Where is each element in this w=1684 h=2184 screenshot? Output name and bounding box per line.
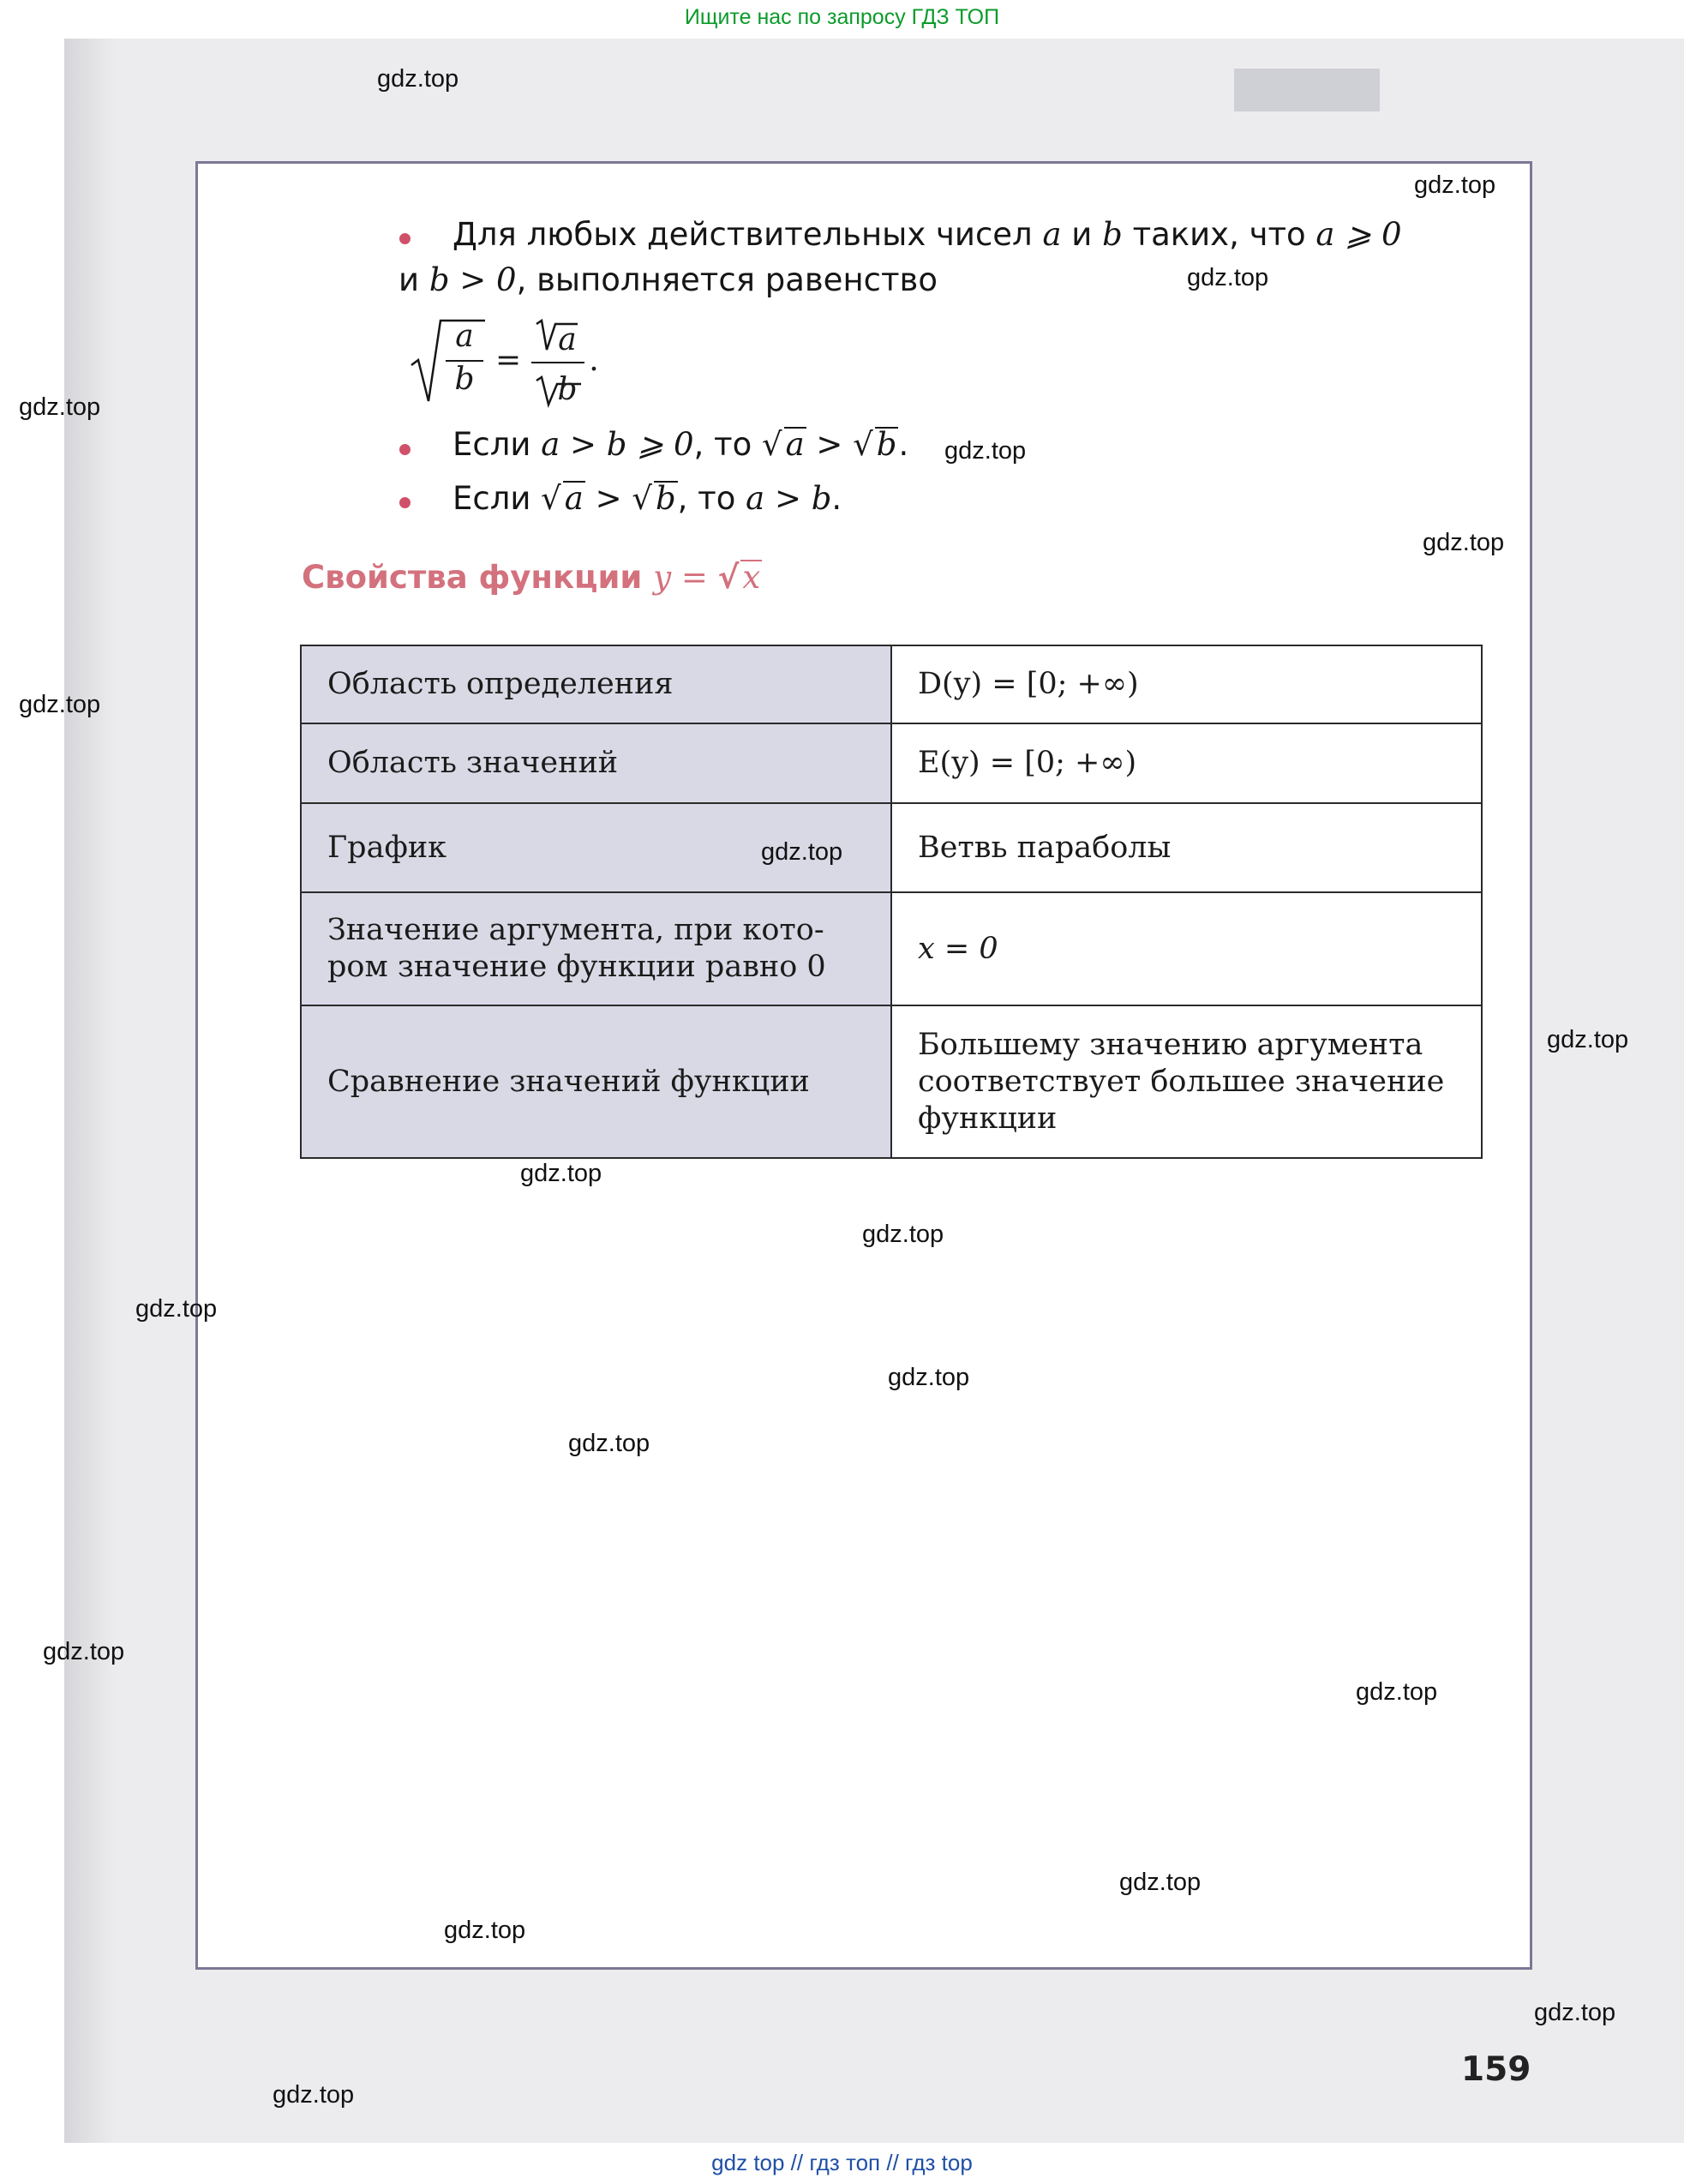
- value-line: соответствует большее значение: [918, 1064, 1445, 1099]
- property-line: ром значение функции равно 0: [327, 950, 826, 984]
- value-cell: [891, 1005, 1482, 1158]
- value-line: Большему значению аргумента: [918, 1027, 1423, 1062]
- watermark: gdz.top: [1414, 171, 1496, 199]
- property-cell: Область определения: [301, 645, 891, 723]
- table-row: [301, 892, 1482, 1005]
- formula-right-numerator: a: [558, 322, 577, 357]
- value-cell: x = 0: [891, 892, 1482, 1005]
- watermark: gdz.top: [273, 2081, 355, 2109]
- var-a: a: [1042, 216, 1062, 253]
- watermark: gdz.top: [1119, 1869, 1202, 1896]
- bottom-banner-link[interactable]: gdz top // гдз топ // гдз top: [711, 2150, 973, 2175]
- watermark: gdz.top: [1534, 1999, 1616, 2026]
- period: .: [831, 480, 842, 517]
- table-row: [301, 803, 1482, 892]
- properties-table: [300, 645, 1483, 1159]
- formula-right-denominator: b: [557, 372, 578, 407]
- conj-and: и: [1071, 216, 1093, 253]
- if-text: Если: [452, 480, 531, 517]
- property-line: Значение аргумента, при кото-: [327, 913, 824, 947]
- watermark: gdz.top: [19, 691, 101, 718]
- formula-numerator: a: [455, 319, 474, 354]
- fraction-bar-right: [531, 362, 584, 363]
- watermark: gdz.top: [1187, 264, 1269, 291]
- var-b: b: [1102, 216, 1123, 253]
- watermark: gdz.top: [19, 393, 101, 421]
- table-row: [301, 645, 1482, 723]
- table-row: [301, 723, 1482, 803]
- section-title-arg: x: [742, 559, 761, 596]
- value-cell: E(y) = [0; +∞): [891, 723, 1482, 803]
- watermark: gdz.top: [43, 1638, 125, 1665]
- table-row: [301, 1005, 1482, 1158]
- bullet-1-line-2: [399, 261, 938, 298]
- formula-period: .: [589, 343, 599, 378]
- watermark: gdz.top: [862, 1221, 944, 1248]
- bullet-2: Если a > b ⩾ 0, то √ a > √ b.: [452, 426, 909, 463]
- result: a > b: [746, 480, 832, 517]
- property-cell: Сравнение значений функции: [301, 1005, 891, 1158]
- chapter-header-band: [1234, 69, 1380, 111]
- watermark: gdz.top: [888, 1364, 970, 1391]
- page-spine-shadow: [64, 39, 116, 2143]
- sqrt-b: b: [876, 426, 897, 463]
- bullet-dot: [399, 497, 411, 508]
- condition: a > b ⩾ 0: [541, 426, 694, 463]
- such-that-text: таких, что: [1132, 216, 1306, 253]
- formula-denominator: b: [454, 362, 475, 397]
- value-cell: Ветвь параболы: [891, 803, 1482, 892]
- watermark: gdz.top: [761, 838, 843, 866]
- watermark: gdz.top: [1423, 529, 1505, 556]
- watermark: gdz.top: [568, 1430, 650, 1457]
- sqrt-a: a: [564, 480, 584, 517]
- then-text: , то: [677, 480, 736, 517]
- period: .: [898, 426, 909, 463]
- watermark: gdz.top: [944, 437, 1027, 465]
- section-title: Свойства функции y = √ x: [302, 559, 761, 596]
- watermark: gdz.top: [1356, 1678, 1438, 1706]
- if-text: Если: [452, 426, 531, 463]
- then-text: , то: [693, 426, 752, 463]
- watermark: gdz.top: [520, 1160, 602, 1187]
- bullet-1-line-1: [452, 216, 1402, 253]
- value-cell: D(y) = [0; +∞): [891, 645, 1482, 723]
- top-banner-link[interactable]: Ищите нас по запросу ГДЗ ТОП: [684, 5, 1000, 29]
- root-quotient-formula: [410, 315, 607, 410]
- sqrt-a: a: [785, 426, 805, 463]
- bullet-1-text: Для любых действительных чисел: [452, 216, 1033, 253]
- property-cell: График: [301, 803, 891, 892]
- condition-b: b > 0: [428, 261, 517, 298]
- property-cell: Область значений: [301, 723, 891, 803]
- bullet-dot: [399, 233, 411, 244]
- bullet-dot: [399, 444, 411, 455]
- page-number: 159: [1461, 2050, 1531, 2089]
- section-title-text: Свойства функции: [302, 559, 643, 596]
- watermark: gdz.top: [135, 1295, 218, 1323]
- watermark: gdz.top: [377, 65, 459, 93]
- section-title-function: y =: [653, 559, 718, 596]
- watermark: gdz.top: [1547, 1026, 1629, 1053]
- condition-a: a ⩾ 0: [1315, 216, 1402, 253]
- gt-sign: >: [595, 480, 622, 517]
- gt-sign: >: [816, 426, 843, 463]
- property-cell: [301, 892, 891, 1005]
- equality-text: , выполняется равенство: [516, 261, 938, 298]
- equals-sign: =: [495, 343, 522, 378]
- bullet-3: Если √ a > √ b, то a > b.: [452, 480, 842, 517]
- value-line: функции: [918, 1101, 1058, 1136]
- watermark: gdz.top: [444, 1917, 526, 1944]
- conj-and-2: и: [399, 261, 420, 298]
- sqrt-b: b: [655, 480, 676, 517]
